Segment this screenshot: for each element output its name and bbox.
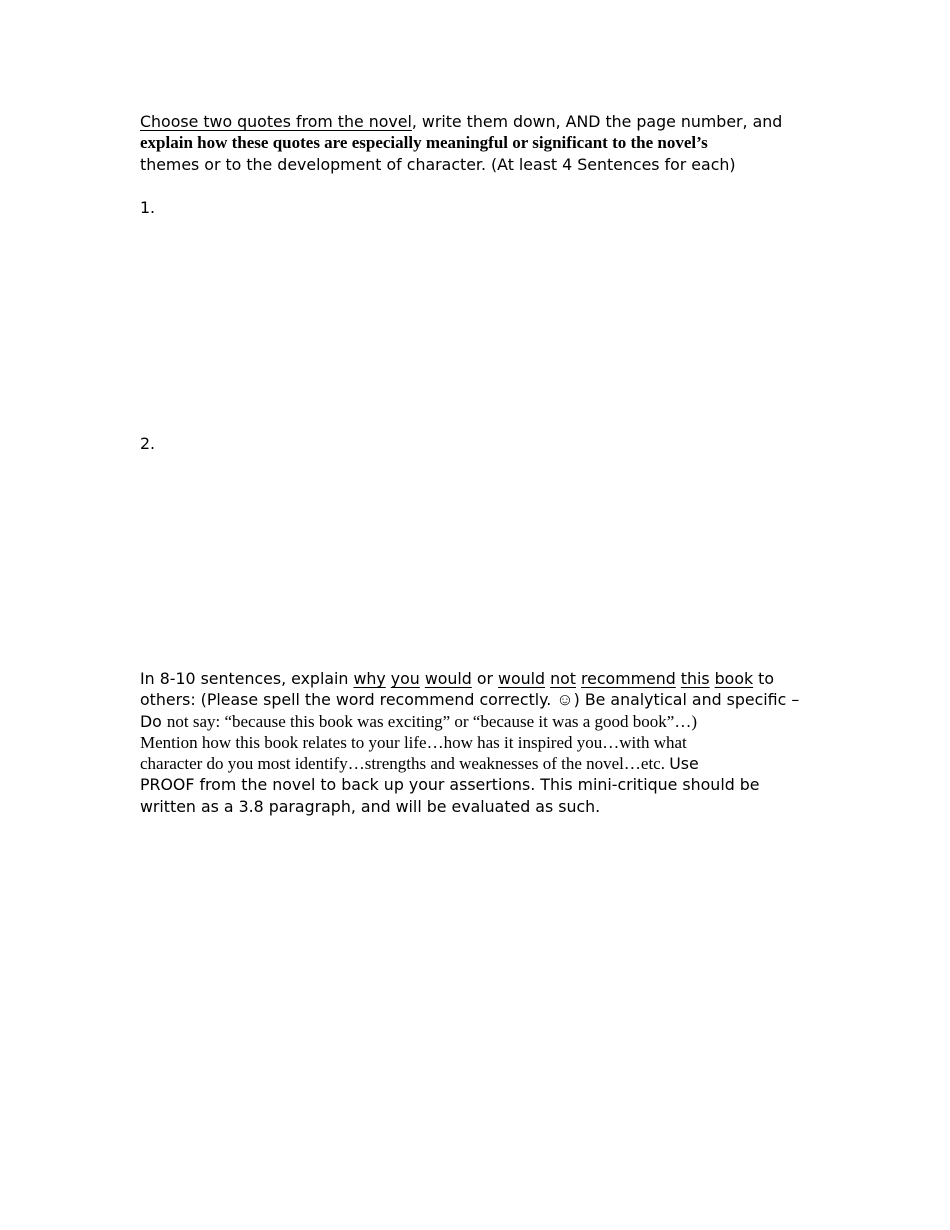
critique-line-1	[140, 668, 800, 689]
word-this: this	[680, 669, 710, 688]
quotes-instructions	[140, 111, 800, 175]
word-not: not	[550, 669, 576, 688]
critique-line-2-tail: ) Be analytical and specific –	[573, 690, 800, 710]
critique-line-2-text: others: (Please spell the word recommend correctly.	[140, 690, 557, 710]
word-or: or	[471, 669, 499, 688]
intro-line-1-rest: , write them down, AND the page number, and	[411, 112, 783, 131]
critique-line-5-text: character do you most identify…strengths and weaknesses of the novel…etc.	[140, 754, 670, 774]
intro-line-1	[140, 111, 800, 132]
intro-line-2: explain how these quotes are especially meaningful or significant to the novel’s	[140, 133, 708, 153]
critique-line-7: written as a 3.8 paragraph, and will be evaluated as such.	[140, 796, 601, 816]
word-recommend: recommend	[580, 669, 676, 688]
critique-lead: In 8-10 sentences, explain	[140, 669, 354, 688]
critique-instructions	[140, 668, 800, 817]
critique-line-3-do: Do	[140, 711, 167, 731]
smiley-icon: ☺	[556, 690, 574, 710]
word-to: to	[753, 669, 775, 688]
choose-quotes-phrase: Choose two quotes from the novel	[140, 112, 412, 131]
critique-line-3-text: not say: “because this book was exciting” or “because it was a good book”…)	[166, 711, 698, 731]
word-book: book	[714, 669, 754, 688]
critique-line-4: Mention how this book relates to your life…how has it inspired you…with what	[140, 732, 687, 752]
word-would-2: would	[498, 669, 546, 688]
word-why: why	[353, 669, 386, 688]
critique-line-6: PROOF from the novel to back up your assertions. This mini-critique should be	[140, 775, 760, 795]
intro-line-3: themes or to the development of character. (At least 4 Sentences for each)	[140, 154, 736, 174]
critique-line-5-use: Use	[669, 754, 699, 774]
word-would-1: would	[424, 669, 472, 688]
critique-line-2	[140, 689, 800, 710]
critique-line-3	[140, 711, 800, 732]
word-you: you	[390, 669, 420, 688]
quote-item-2-number: 2.	[140, 434, 156, 453]
quote-item-1-number: 1.	[140, 198, 156, 217]
critique-line-5	[140, 753, 800, 774]
